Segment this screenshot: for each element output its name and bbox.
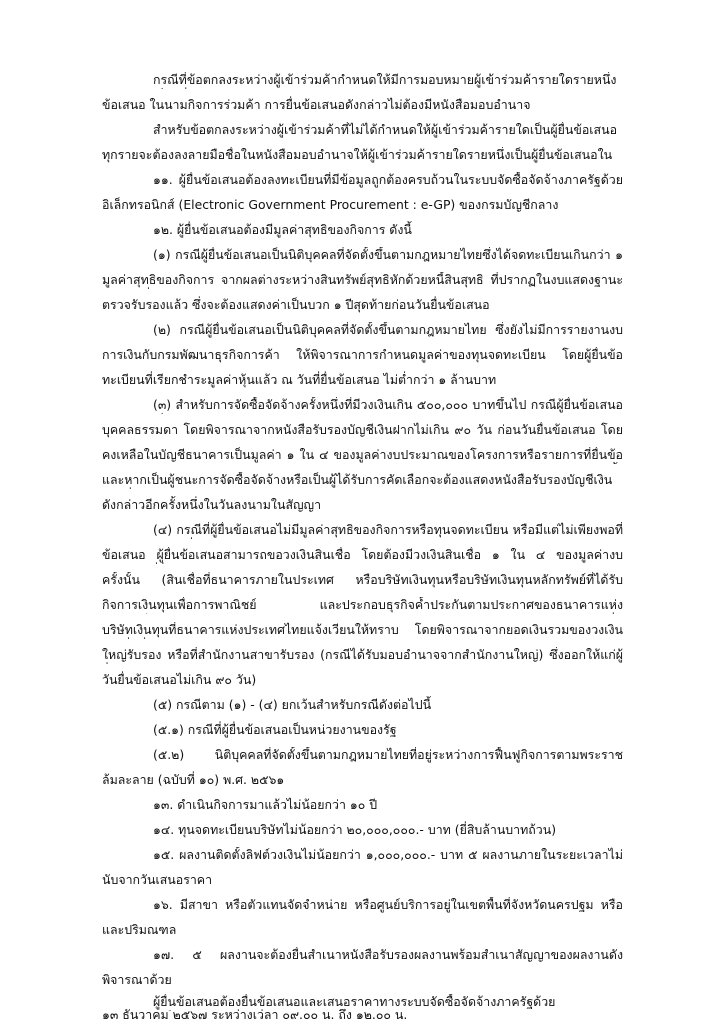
text-line: คงเหลือในบัญชีธนาคารเป็นมูลค่า ๑ ใน ๔ ของมูลค่างบประมาณของโครงการหรือรายการที่ยื่นข้อ — [102, 447, 623, 462]
text-line: ข้อเสนอ ในนามกิจการร่วมค้า การยื่นข้อเสนอดังกล่าวไม่ต้องมีหนังสือมอบอำนาจ — [102, 97, 531, 112]
text-line: ทะเบียนที่เรียกชำระมูลค่าหุ้นแล้ว ณ วันที่ยื่นข้อเสนอ ไม่ต่ำกว่า ๑ ล้านบาท — [102, 372, 497, 387]
text-line: ทุกรายจะต้องลงลายมือชื่อในหนังสือมอบอำนาจให้ผู้เข้าร่วมค้ารายใดรายหนึ่งเป็นผู้ยื่นข้อเสนอใน — [102, 147, 613, 162]
text-line: ๑๓. ดำเนินกิจการมาแล้วไม่น้อยกว่า ๑๐ ปี — [153, 797, 378, 812]
text-line: ๑๕. ผลงานติดตั้งลิฟต์วงเงินไม่น้อยกว่า ๑,๐๐๐,๐๐๐.- บาท ๕ ผลงานภายในระยะเวลาไม่ — [153, 847, 623, 862]
text-line: ครั้งนั้น (สินเชื่อที่ธนาคารภายในประเทศ หรือบริษัทเงินทุนหรือบริษัทเงินทุนหลักทรัพย์ที่ได้รับ — [102, 572, 623, 587]
text-line: การเงินกับกรมพัฒนาธุรกิจการค้า ให้พิจารณาการกำหนดมูลค่าของทุนจดทะเบียน โดยผู้ยื่นข้อ — [102, 347, 623, 362]
text-line: ๑๗. ๕ ผลงานจะต้องยื่นสำเนาหนังสือรับรองผลงานพร้อมสำเนาสัญญาของผลงานดัง — [153, 947, 623, 962]
text-line: อิเล็กทรอนิกส์ (Electronic Government Procurement : e-GP) ของกรมบัญชีกลาง — [102, 197, 559, 212]
text-line: ดังกล่าวอีกครั้งหนึ่งในวันลงนามในสัญญา — [102, 497, 322, 512]
text-line: (๔) กรณีที่ผู้ยื่นข้อเสนอไม่มีมูลค่าสุทธิของกิจการหรือทุนจดทะเบียน หรือมีแต่ไม่เพียงพอที่ — [153, 522, 623, 537]
text-line: สำหรับข้อตกลงระหว่างผู้เข้าร่วมค้าที่ไม่ได้กำหนดให้ผู้เข้าร่วมค้ารายใดเป็นผู้ยื่นข้อเสนอ — [153, 122, 618, 137]
text-line: ข้อเสนอ ผู้ยื่นข้อเสนอสามารถขอวงเงินสินเชื่อ โดยต้องมีวงเงินสินเชื่อ ๑ ใน ๔ ของมูลค่างบ — [102, 547, 623, 562]
text-line: บุคคลธรรมดา โดยพิจารณาจากหนังสือรับรองบัญชีเงินฝากไม่เกิน ๙๐ วัน ก่อนวันยื่นข้อเสนอ โดย — [102, 422, 623, 437]
text-line: ล้มละลาย (ฉบับที่ ๑๐) พ.ศ. ๒๕๖๑ — [102, 772, 285, 787]
text-line: (๒) กรณีผู้ยื่นข้อเสนอเป็นนิติบุคคลที่จัดตั้งขึ้นตามกฎหมายไทย ซึ่งยังไม่มีการรายงานงบ — [153, 322, 623, 337]
text-line: ผู้ยื่นข้อเสนอต้องยื่นข้อเสนอและเสนอราคาทางระบบจัดซื้อจัดจ้างภาครัฐด้วย — [153, 994, 556, 1009]
text-line: กิจการเงินทุนเพื่อการพาณิชย์ และประกอบธุรกิจค้ำประกันตามประกาศของธนาคารแห่ง — [102, 597, 623, 612]
text-line: นับจากวันเสนอราคา — [102, 872, 213, 887]
text-line: (๕.๒) นิติบุคคลที่จัดตั้งขึ้นตามกฎหมายไทยที่อยู่ระหว่างการฟื้นฟูกิจการตามพระราช — [153, 747, 623, 762]
text-line: ๑๓ ธันวาคม ๒๕๖๗ ระหว่างเวลา ๐๙.๐๐ น. ถึง ๑๒.๐๐ น. — [102, 1007, 408, 1022]
text-line: พิจารณาด้วย — [102, 972, 172, 987]
text-line: กรณีที่ข้อตกลงระหว่างผู้เข้าร่วมค้ากำหนดให้มีการมอบหมายผู้เข้าร่วมค้ารายใดรายหนึ่ง — [153, 72, 617, 87]
text-line: มูลค่าสุทธิของกิจการ จากผลต่างระหว่างสินทรัพย์สุทธิหักด้วยหนี้สินสุทธิ ที่ปรากฏในงบแสดงฐานะ — [102, 272, 623, 287]
text-line: และปริมณฑล — [102, 922, 177, 937]
text-line: (๓) สำหรับการจัดซื้อจัดจ้างครั้งหนึ่งที่มีวงเงินเกิน ๕๐๐,๐๐๐ บาทขึ้นไป กรณีผู้ยื่นข้อเสนอ — [153, 397, 623, 412]
text-line: ๑๔. ทุนจดทะเบียนบริษัทไม่น้อยกว่า ๒๐,๐๐๐,๐๐๐.- บาท (ยี่สิบล้านบาทถ้วน) — [153, 822, 557, 837]
text-line: (๕) กรณีตาม (๑) - (๔) ยกเว้นสำหรับกรณีดังต่อไปนี้ — [153, 697, 432, 712]
text-line: ๑๑. ผู้ยื่นข้อเสนอต้องลงทะเบียนที่มีข้อมูลถูกต้องครบถ้วนในระบบจัดซื้อจัดจ้างภาครัฐด้วย — [153, 172, 623, 187]
text-line: วันยื่นข้อเสนอไม่เกิน ๙๐ วัน) — [102, 672, 257, 687]
text-line: (๕.๑) กรณีที่ผู้ยื่นข้อเสนอเป็นหน่วยงานของรัฐ — [153, 722, 397, 737]
text-line: ๑๖. มีสาขา หรือตัวแทนจัดจำหน่าย หรือศูนย์บริการอยู่ในเขตพื้นที่จังหวัดนครปฐม หรือ — [153, 897, 623, 912]
text-line: ใหญ่รับรอง หรือที่สำนักงานสาขารับรอง (กรณีได้รับมอบอำนาจจากสำนักงานใหญ่) ซึ่งออกให้แก่ผู้ — [102, 647, 623, 662]
text-line: (๑) กรณีผู้ยื่นข้อเสนอเป็นนิติบุคคลที่จัดตั้งขึ้นตามกฎหมายไทยซึ่งได้จดทะเบียนเกินกว่า ๑ — [153, 247, 623, 262]
text-line: ตรวจรับรองแล้ว ซึ่งจะต้องแสดงค่าเป็นบวก ๑ ปีสุดท้ายก่อนวันยื่นข้อเสนอ — [102, 297, 490, 312]
text-line: บริษัทเงินทุนที่ธนาคารแห่งประเทศไทยแจ้งเวียนให้ทราบ โดยพิจารณาจากยอดเงินรวมของวงเงิน — [102, 622, 623, 637]
text-line: และหากเป็นผู้ชนะการจัดซื้อจัดจ้างหรือเป็นผู้ได้รับการคัดเลือกจะต้องแสดงหนังสือรับรองบัญชีเงิน — [102, 472, 613, 487]
text-line: ๑๒. ผู้ยื่นข้อเสนอต้องมีมูลค่าสุทธิของกิจการ ดังนี้ — [153, 222, 412, 237]
